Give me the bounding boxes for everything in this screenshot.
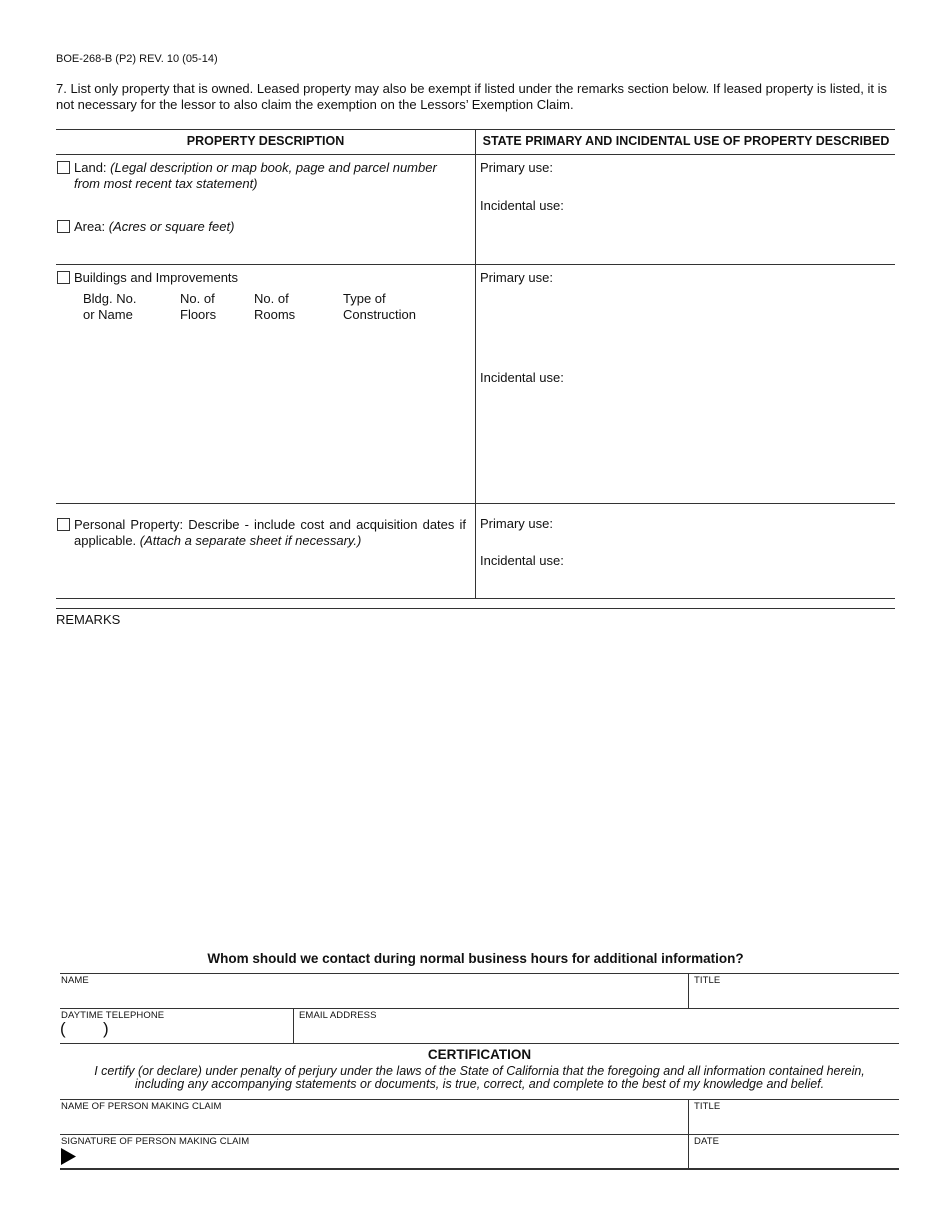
certification-heading: CERTIFICATION — [427, 1047, 532, 1062]
phone-paren-close: ) — [103, 1019, 109, 1038]
personal-property-hint: (Attach a separate sheet if necessary.) — [139, 533, 362, 548]
construction-line2: Construction — [343, 307, 416, 322]
cert-bottom-rule — [60, 1168, 899, 1170]
personal-property-checkbox[interactable] — [57, 518, 70, 531]
land-incidental-use-label: Incidental use: — [480, 198, 564, 213]
floors-line2: Floors — [180, 307, 217, 322]
personal-primary-use-label: Primary use: — [480, 516, 553, 531]
buildings-label: Buildings and Improvements — [74, 270, 239, 285]
bldg-no-line1: Bldg. No. — [83, 291, 137, 306]
certification-statement — [60, 1065, 899, 1091]
claimant-name-field[interactable] — [61, 1112, 686, 1133]
personal-property-label — [74, 517, 466, 549]
floors-line1: No. of — [180, 291, 215, 306]
certification-statement-line2: including any accompanying statements or documents, is true, correct, and complete to the best of my knowledge and belief. — [134, 1077, 825, 1091]
remarks-label: REMARKS — [56, 612, 121, 627]
rooms-line2: Rooms — [254, 307, 296, 322]
claimant-title-label: TITLE — [694, 1101, 721, 1112]
signature-field[interactable] — [80, 1147, 686, 1167]
contact-name-field[interactable] — [61, 986, 686, 1007]
buildings-primary-use-label: Primary use: — [480, 270, 553, 285]
contact-email-divider — [293, 1008, 294, 1043]
rooms-column-label — [254, 291, 295, 323]
contact-mid-rule — [60, 1008, 899, 1009]
phone-number-field[interactable] — [112, 1021, 290, 1041]
bldg-no-column-label — [83, 291, 136, 323]
contact-title-field[interactable] — [694, 986, 894, 1007]
daytime-telephone-label: DAYTIME TELEPHONE — [61, 1010, 165, 1021]
contact-heading: Whom should we contact during normal business hours for additional information? — [207, 951, 744, 966]
remarks-area[interactable] — [56, 632, 895, 932]
email-address-label: EMAIL ADDRESS — [299, 1010, 377, 1021]
land-checkbox[interactable] — [57, 161, 70, 174]
contact-top-rule — [60, 973, 899, 974]
construction-line1: Type of — [343, 291, 386, 306]
cert-top-rule — [60, 1099, 899, 1100]
contact-name-label: NAME — [61, 975, 89, 986]
certification-statement-line1: I certify (or declare) under penalty of perjury under the laws of the State of California that the foregoing and all information contained herein, — [94, 1064, 865, 1078]
signature-arrow-icon — [61, 1148, 77, 1165]
contact-bottom-rule — [60, 1043, 899, 1044]
claimant-title-field[interactable] — [694, 1112, 894, 1133]
personal-incidental-use-label: Incidental use: — [480, 553, 564, 568]
land-label — [74, 160, 464, 192]
header-use-of-property: STATE PRIMARY AND INCIDENTAL USE OF PROPERTY DESCRIBED — [482, 134, 890, 148]
phone-paren-open: ( — [60, 1019, 66, 1038]
land-primary-use-label: Primary use: — [480, 160, 553, 175]
area-checkbox[interactable] — [57, 220, 70, 233]
contact-title-divider — [688, 973, 689, 1008]
signature-label: SIGNATURE OF PERSON MAKING CLAIM — [61, 1136, 250, 1147]
remarks-rule — [56, 608, 895, 609]
claimant-name-label: NAME OF PERSON MAKING CLAIM — [61, 1101, 222, 1112]
phone-area-code-field[interactable] — [68, 1021, 102, 1041]
rooms-line1: No. of — [254, 291, 289, 306]
date-label: DATE — [694, 1136, 720, 1147]
bldg-no-line2: or Name — [83, 307, 133, 322]
area-label-text: Area: — [74, 219, 109, 234]
land-hint: (Legal description or map book, page and parcel number from most recent tax statement) — [74, 160, 437, 191]
date-field[interactable] — [694, 1147, 894, 1167]
buildings-incidental-use-label: Incidental use: — [480, 370, 564, 385]
construction-column-label — [343, 291, 416, 323]
area-label — [74, 219, 234, 235]
land-label-text: Land: — [74, 160, 111, 175]
personal-property-label-text: Personal Property: Describe - include cost and acquisition dates if applicable. — [74, 517, 466, 548]
floors-column-label — [180, 291, 216, 323]
cert-title-divider — [688, 1099, 689, 1169]
header-property-description: PROPERTY DESCRIPTION — [186, 134, 345, 148]
contact-title-label: TITLE — [694, 975, 721, 986]
form-id: BOE-268-B (P2) REV. 10 (05-14) — [56, 53, 218, 65]
column-divider — [475, 129, 476, 599]
instruction-text: 7. List only property that is owned. Leased property may also be exempt if listed under the remarks section below. If leased property is listed, it is not necessary for the lessor to also claim the exemption on the Lessors’ Exemption Claim. — [56, 81, 887, 112]
cert-mid-rule — [60, 1134, 899, 1135]
email-address-field[interactable] — [299, 1021, 895, 1041]
buildings-checkbox[interactable] — [57, 271, 70, 284]
area-hint: (Acres or square feet) — [108, 219, 235, 234]
